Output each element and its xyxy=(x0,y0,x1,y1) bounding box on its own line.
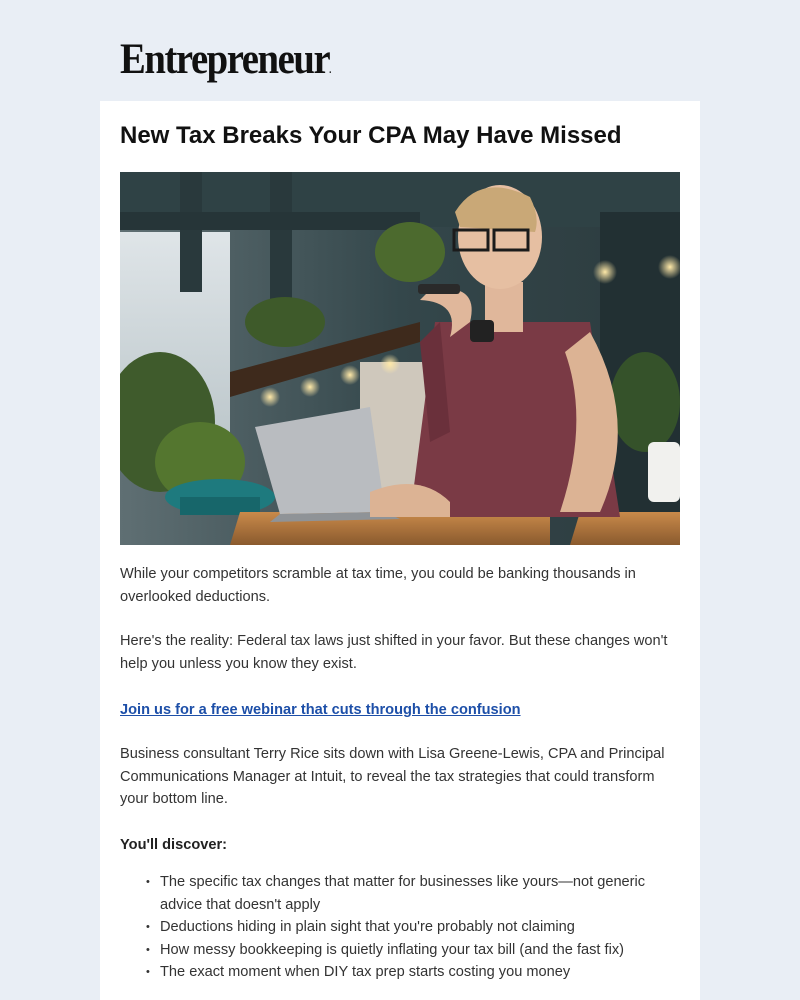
hero-image[interactable] xyxy=(120,172,680,545)
list-item: • How messy bookkeeping is quietly inflating your tax bill (and the fast fix) xyxy=(160,939,680,962)
list-item: • Deductions hiding in plain sight that you're probably not claiming xyxy=(160,916,680,939)
hero-photo-illustration xyxy=(120,172,680,545)
brand-mark: . xyxy=(329,65,332,76)
reality-paragraph: Here's the reality: Federal tax laws just shifted in your favor. But these changes won't help you unless you know they exist. xyxy=(120,633,668,672)
speaker-paragraph: Business consultant Terry Rice sits down with Lisa Greene-Lewis, CPA and Principal Communications Manager at Intuit, to reveal the tax strategies that could transform your bottom line. xyxy=(120,746,665,807)
discover-heading: You'll discover: xyxy=(120,837,228,853)
email-card xyxy=(100,101,700,1000)
list-item: • The exact moment when DIY tax prep starts costing you money xyxy=(160,961,680,984)
intro-paragraph: While your competitors scramble at tax time, you could be banking thousands in overlooked deductions. xyxy=(120,566,636,605)
list-item: • The specific tax changes that matter for businesses like yours—not generic advice that doesn't apply xyxy=(160,871,680,916)
headline: New Tax Breaks Your CPA May Have Missed xyxy=(120,122,622,149)
discover-list xyxy=(160,871,680,984)
brand-name: Entrepreneur xyxy=(120,36,330,83)
webinar-link[interactable]: Join us for a free webinar that cuts through the confusion xyxy=(120,702,521,718)
entrepreneur-logo[interactable] xyxy=(120,36,331,95)
